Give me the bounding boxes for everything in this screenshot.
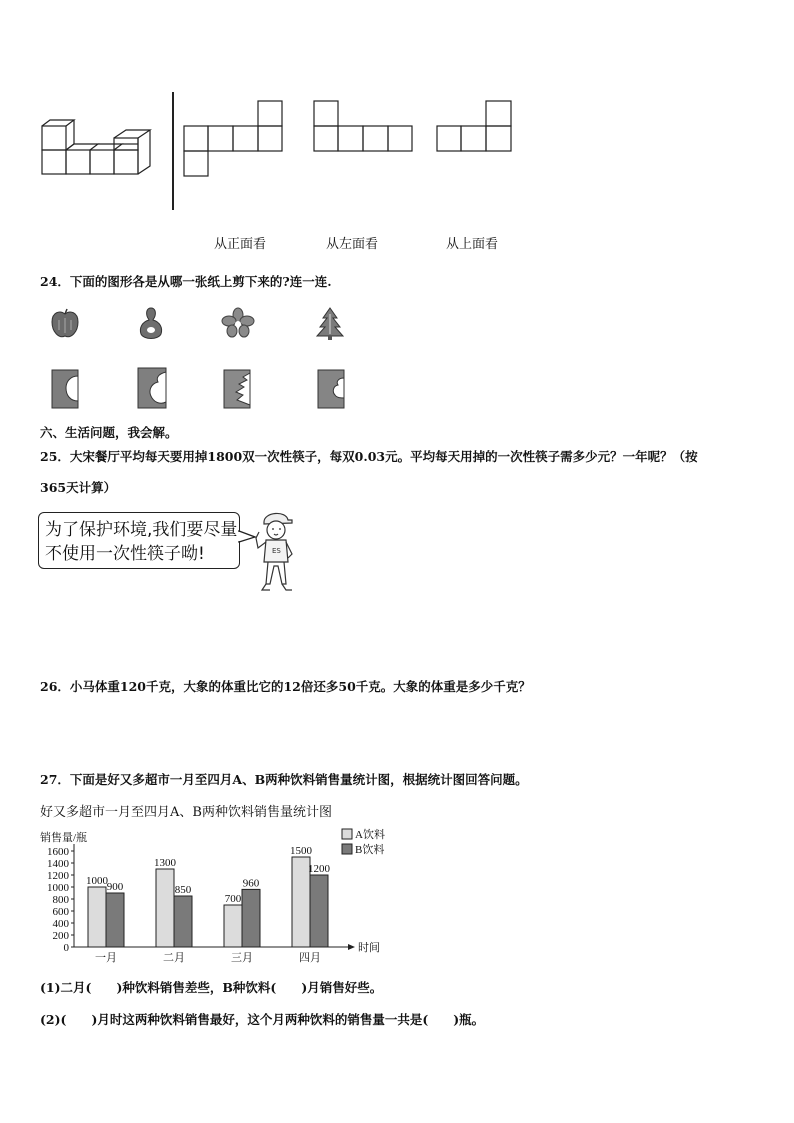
front-view-label: 从正面看 [214, 237, 267, 252]
sales-bar-chart [38, 826, 398, 962]
question-25-line2: 365天计算） [40, 480, 117, 495]
question-26: 26．小马体重120千克，大象的体重比它的12倍还多50千克。大象的体重是多少千克？ [40, 679, 531, 694]
apple-cutout-icon [50, 308, 80, 340]
flower-cutout-icon [222, 308, 254, 338]
left-view-label: 从左面看 [326, 237, 379, 252]
data-label-a-3: 700 [224, 893, 242, 905]
paper-sheet-1-icon [50, 368, 80, 410]
y-tick-label: 1200 [47, 870, 69, 882]
bar-b-2 [174, 896, 192, 947]
question-25-line1: 25．大宋餐厅平均每天要用掉1800双一次性筷子，每双0.03元。平均每天用掉的一次性筷子需多少元？一年呢？（按 [40, 449, 698, 464]
y-tick-label: 1400 [47, 858, 69, 870]
boy-illustration [252, 508, 302, 598]
svg-text:ES: ES [272, 547, 281, 555]
bar-b-3 [242, 889, 260, 947]
paper-sheet-2-icon [136, 366, 168, 410]
question-27: 27．下面是好又多超市一月至四月A、B两种饮料销售量统计图，根据统计图回答问题。 [40, 772, 528, 787]
data-label-b-3: 960 [242, 877, 260, 890]
cube-solid-figure [40, 120, 155, 180]
data-label-a-1: 1000 [86, 875, 108, 887]
x-tick-label: 四月 [299, 952, 321, 964]
y-tick-label: 1600 [47, 846, 69, 858]
question-27-part-2: (2)( )月时这两种饮料销售最好，这个月两种饮料的销售量一共是( )瓶。 [40, 1012, 485, 1027]
data-label-b-2: 850 [174, 884, 192, 896]
top-view-label: 从上面看 [446, 237, 499, 252]
tree-cutout-icon [315, 306, 345, 340]
bar-b-1 [106, 893, 124, 947]
left-view-grid [313, 100, 413, 152]
x-axis-arrow [348, 944, 355, 950]
y-axis-label: 销售量/瓶 [40, 832, 88, 844]
question-24: 24．下面的图形各是从哪一张纸上剪下来的?连一连. [40, 274, 332, 289]
data-label-b-1: 900 [106, 881, 124, 893]
x-tick-label: 一月 [95, 952, 117, 964]
chart-title: 好又多超市一月至四月A、B两种饮料销售量统计图 [40, 805, 332, 820]
bar-a-1 [88, 887, 106, 947]
legend-label-b: B饮料 [355, 844, 385, 856]
legend-swatch-b [342, 844, 352, 854]
bar-a-2 [156, 869, 174, 947]
legend-swatch-a [342, 829, 352, 839]
paper-sheet-4-icon [316, 368, 346, 410]
bar-a-3 [224, 905, 242, 947]
data-label-b-4: 1200 [308, 863, 330, 875]
top-view-grid [436, 100, 512, 152]
x-tick-label: 三月 [231, 952, 253, 964]
bar-b-4 [310, 875, 328, 947]
speech-line-2: 不使用一次性筷子呦! [45, 544, 205, 564]
question-27-part-1: (1)二月( )种饮料销售差些，B种饮料( )月销售好些。 [40, 980, 383, 995]
x-axis-label: 时间 [358, 942, 380, 954]
y-tick-label: 400 [52, 918, 69, 930]
front-view-grid [183, 100, 283, 176]
y-tick-label: 600 [52, 906, 69, 918]
speech-bubble [38, 512, 240, 569]
y-tick-label: 800 [52, 894, 69, 906]
divider-line [172, 92, 174, 210]
y-tick-label: 1000 [47, 882, 69, 894]
speech-line-1: 为了保护环境,我们要尽量 [45, 520, 238, 540]
data-label-a-2: 1300 [154, 857, 176, 869]
y-tick-label: 0 [63, 942, 69, 954]
section-6-title: 六、生活问题，我会解。 [40, 425, 178, 440]
paper-sheet-3-icon [222, 368, 252, 410]
gourd-cutout-icon [138, 306, 164, 340]
data-label-a-4: 1500 [290, 845, 312, 857]
x-tick-label: 二月 [163, 952, 185, 964]
legend-label-a: A饮料 [355, 829, 385, 841]
y-tick-label: 200 [52, 930, 69, 942]
